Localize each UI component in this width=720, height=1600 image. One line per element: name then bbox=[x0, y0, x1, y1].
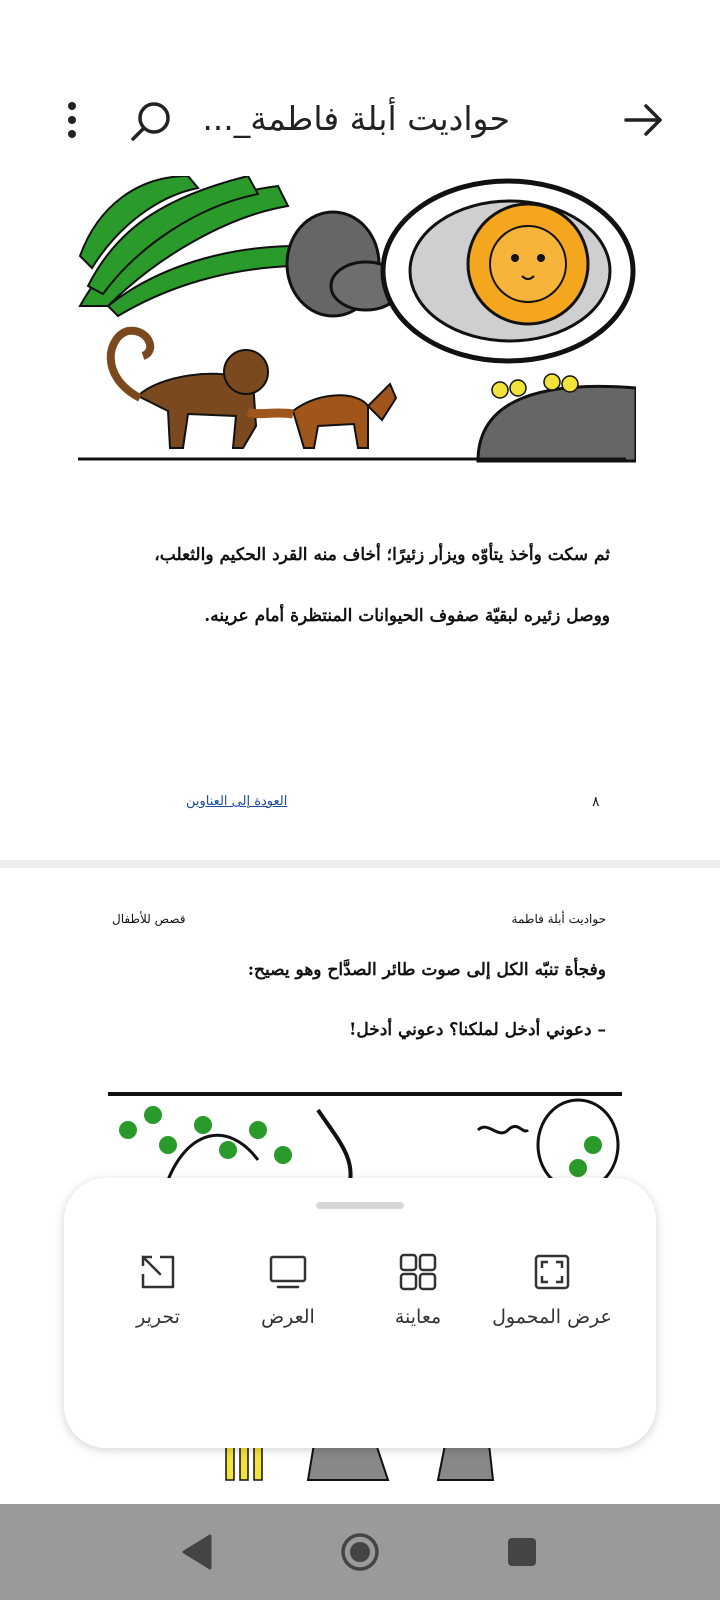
presentation-button[interactable] bbox=[218, 1252, 358, 1342]
nav-home-button[interactable] bbox=[340, 1532, 380, 1572]
running-header-category: قصص للأطفال bbox=[112, 912, 186, 926]
square-recents-icon bbox=[502, 1532, 542, 1572]
nav-back-button[interactable] bbox=[178, 1532, 218, 1572]
mobile-view-button[interactable] bbox=[482, 1252, 622, 1342]
story-paragraph: ثم سكت وأخذ يتأوّه ويزأر زئيرًا؛ أخاف منه القرد الحكيم والثعلب، bbox=[154, 545, 610, 565]
more-options-button[interactable] bbox=[60, 98, 84, 146]
story-paragraph: ووصل زئيره لبقيّة صفوف الحيوانات المنتظرة أمام عرينه. bbox=[204, 606, 610, 626]
page-number: ٨ bbox=[592, 794, 600, 810]
more-vert-icon bbox=[60, 98, 84, 146]
search-icon bbox=[128, 98, 176, 146]
nav-recents-button[interactable] bbox=[502, 1532, 542, 1572]
back-button[interactable] bbox=[620, 98, 668, 142]
back-to-contents-link[interactable]: العودة إلى العناوين bbox=[186, 794, 288, 809]
running-header-title: حواديت أبلة فاطمة bbox=[511, 912, 606, 926]
document-page-8 bbox=[0, 170, 720, 860]
circle-home-icon bbox=[340, 1532, 380, 1572]
story-paragraph: وفجأة تنبّه الكل إلى صوت طائر الصدَّاح وهو يصيح: bbox=[247, 960, 606, 980]
fullscreen-icon bbox=[532, 1252, 572, 1292]
document-title: حواديت أبلة فاطمة_... bbox=[202, 99, 510, 138]
action-label: تحرير bbox=[136, 1306, 180, 1328]
view-options-sheet bbox=[64, 1178, 656, 1448]
action-label: العرض bbox=[261, 1306, 315, 1328]
edit-icon bbox=[138, 1252, 178, 1292]
story-paragraph: – دعوني أدخل لملكنا؟ دعوني أدخل! bbox=[348, 1020, 606, 1040]
action-label: عرض المحمول bbox=[492, 1306, 612, 1328]
triangle-back-icon bbox=[178, 1532, 218, 1572]
action-label: معاينة bbox=[394, 1306, 442, 1328]
search-button[interactable] bbox=[128, 98, 176, 146]
system-navigation-bar bbox=[0, 1504, 720, 1600]
sheet-drag-handle[interactable] bbox=[316, 1202, 404, 1209]
lion-cave-illustration bbox=[78, 176, 636, 466]
monitor-icon bbox=[268, 1252, 308, 1292]
grid-icon bbox=[398, 1252, 438, 1292]
page-divider bbox=[0, 860, 720, 868]
app-bar bbox=[0, 80, 720, 160]
arrow-right-icon bbox=[620, 98, 668, 142]
lion-figure bbox=[468, 204, 588, 324]
edit-button[interactable] bbox=[88, 1252, 228, 1342]
preview-button[interactable] bbox=[348, 1252, 488, 1342]
